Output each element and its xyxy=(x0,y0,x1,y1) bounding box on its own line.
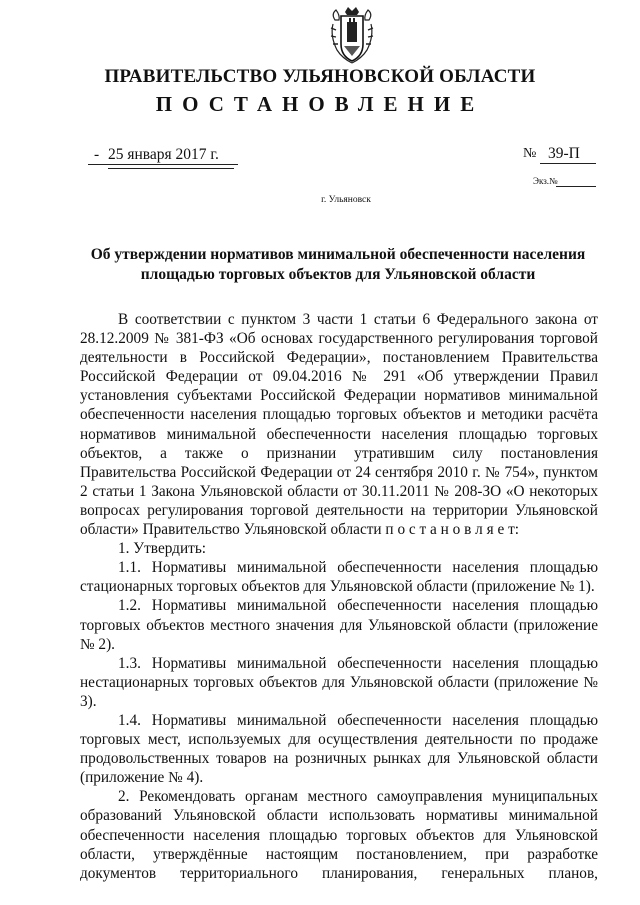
city-name: г. Ульяновск xyxy=(321,195,371,205)
paragraph-item-1-4: 1.4. Нормативы минимальной обеспеченности населения площадью торговых мест, используемых для осуществления деятельности по продаже продовольственных товаров на розничных рынках для Ульяновской области (приложение № 4). xyxy=(80,711,598,787)
copy-number-label: Экз.№ xyxy=(533,176,558,186)
copy-number-underline xyxy=(556,186,596,187)
paragraph-preamble: В соответствии с пунктом 3 части 1 статьи 6 Федерального закона от 28.12.2009 № 381-ФЗ «Об основах государственного регулирования торговой деятельности в Российской Федерации», постановлением Правительства Российской Федерации от 09.04.2016 № 291 «Об утверждении Правил установления субъектами Российской Федерации нормативов минимальной обеспеченности населения площадью торговых объектов и методики расчёта нормативов минимальной обеспеченности населения площадью торговых объектов, а также о признании утратившим силу постановления Правительства Российской Федерации от 24 сентября 2010 г. № 754», пунктом 2 статьи 1 Закона Ульяновской области от 30.11.2011 № 208-ЗО «О некоторых вопросах регулирования торговой деятельности на территории Ульяновской области» Правительство Ульяновской области п о с т а н о в л я е т: xyxy=(80,311,598,539)
paragraph-item-1: 1. Утвердить: xyxy=(118,540,207,558)
document-date: 25 января 2017 г. xyxy=(108,146,219,163)
document-heading: Об утверждении нормативов минимальной обеспеченности населения площадью торговых объектов для Ульяновской области xyxy=(90,246,586,283)
date-underline-secondary xyxy=(108,168,234,169)
document-number: 39-П xyxy=(548,145,580,162)
coat-of-arms-emblem xyxy=(327,6,377,64)
paragraph-item-1-3: 1.3. Нормативы минимальной обеспеченности населения площадью нестационарных торговых объектов для Ульяновской области (приложение № 3). xyxy=(80,654,598,710)
document-type-title: ПОСТАНОВЛЕНИЕ xyxy=(155,92,485,116)
paragraph-item-2: 2. Рекомендовать органам местного самоуправления муниципальных образований Ульяновской области использовать нормативы минимальной обеспеченности населения площадью торговых объектов для Ульяновской области, утверждённые настоящим постановлением, при разработке документов территориального планирования, генеральных планов, xyxy=(80,788,598,882)
paragraph-item-1-1: 1.1. Нормативы минимальной обеспеченности населения площадью стационарных торговых объектов для Ульяновской области (приложение № 1). xyxy=(80,559,598,596)
government-title: ПРАВИТЕЛЬСТВО УЛЬЯНОВСКОЙ ОБЛАСТИ xyxy=(104,66,536,87)
paragraph-item-1-2: 1.2. Нормативы минимальной обеспеченности населения площадью торговых объектов местного значения для Ульяновской области (приложение № 2). xyxy=(80,597,598,653)
number-sign: № xyxy=(523,146,537,161)
number-underline xyxy=(540,163,596,164)
date-dash: - xyxy=(94,146,100,163)
document-body xyxy=(80,310,598,883)
date-underline xyxy=(88,164,238,165)
